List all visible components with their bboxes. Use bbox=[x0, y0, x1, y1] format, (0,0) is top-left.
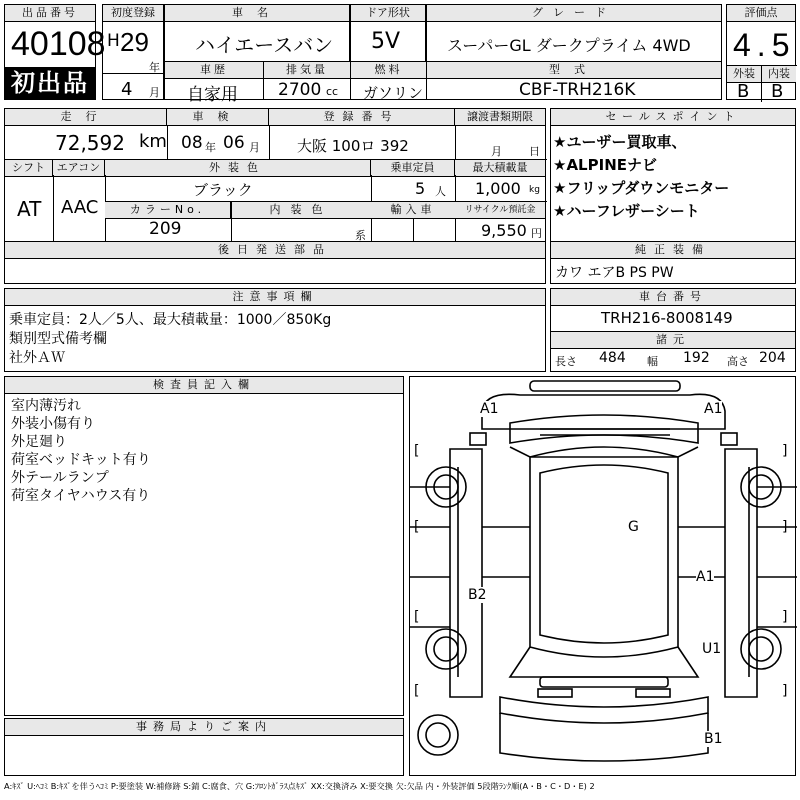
grade-label: グレード bbox=[427, 5, 721, 22]
door-type: 5V bbox=[371, 29, 401, 54]
transfer-month-unit: 月 bbox=[491, 145, 502, 158]
score-label: 評価点 bbox=[727, 5, 795, 22]
car-name-label: 車名 bbox=[165, 5, 349, 22]
displacement-unit: cc bbox=[326, 85, 339, 98]
bracket-right-bottom: ] bbox=[782, 683, 788, 699]
ext-color-label: 外装色 bbox=[105, 160, 371, 177]
first-registration-label: 初度登録 bbox=[103, 5, 163, 22]
inspector-notes-list bbox=[11, 397, 151, 505]
width-label: 幅 bbox=[647, 355, 658, 368]
bracket-left-low: [ bbox=[414, 609, 420, 625]
bracket-left-top: [ bbox=[414, 443, 420, 459]
first-registration-box bbox=[102, 4, 164, 100]
bracket-left-bottom: [ bbox=[414, 683, 420, 699]
damage-mark-windshield: G bbox=[628, 519, 639, 535]
score-box bbox=[726, 4, 796, 100]
transfer-day-unit: 日 bbox=[529, 145, 540, 158]
mileage-value: 72,592 bbox=[55, 131, 125, 155]
int-color-label: 内装色 bbox=[231, 202, 371, 219]
damage-mark-left-rear-door: B2 bbox=[468, 587, 487, 603]
inspector-note-line: 荷室タイヤハウス有り bbox=[11, 488, 151, 504]
bracket-right-top: ] bbox=[782, 443, 788, 459]
sales-point-item: ★ユーザー買取車、 bbox=[553, 133, 687, 151]
inspector-note-line: 外足廻り bbox=[11, 434, 67, 450]
note-line: 社外ＡＷ bbox=[9, 350, 65, 366]
inspection-month-unit: 月 bbox=[249, 141, 260, 154]
lot-number-label: 出品番号 bbox=[5, 5, 95, 22]
int-color-unit: 系 bbox=[355, 229, 366, 242]
inspector-note-line: 室内薄汚れ bbox=[11, 398, 81, 414]
max-load-label: 最大積載量 bbox=[455, 160, 545, 177]
color-no-label: カラーNo. bbox=[105, 202, 231, 219]
sales-points-box bbox=[550, 108, 796, 242]
model-value: CBF-TRH216K bbox=[519, 80, 636, 100]
sales-points-list bbox=[553, 131, 729, 223]
lot-number-box bbox=[4, 4, 106, 100]
notes-list bbox=[9, 311, 331, 368]
era-letter: H bbox=[107, 31, 120, 51]
length-value: 484 bbox=[599, 350, 626, 366]
lot-number: 40108 bbox=[11, 25, 106, 63]
chassis-number: TRH216-8008149 bbox=[601, 309, 733, 327]
history-value: 自家用 bbox=[187, 85, 238, 105]
displacement-box bbox=[263, 61, 351, 100]
aircon-label: エアコン bbox=[53, 160, 105, 177]
ext-grade-label: 外装 bbox=[727, 66, 762, 83]
damage-mark-front-left: A1 bbox=[480, 401, 499, 417]
chassis-box bbox=[550, 288, 796, 372]
car-name-box bbox=[164, 4, 350, 62]
capacity-label: 乗車定員 bbox=[371, 160, 455, 177]
import-label: 輸入車 bbox=[371, 202, 455, 219]
reg-label: 登録番号 bbox=[269, 109, 455, 126]
bracket-left-mid: [ bbox=[414, 519, 420, 535]
grade-box bbox=[426, 4, 722, 62]
damage-mark-right-rear: U1 bbox=[702, 641, 722, 657]
ext-color-value: ブラック bbox=[193, 181, 253, 199]
inspector-note-line: 荷室ベッドキット有り bbox=[11, 452, 151, 468]
inspection-month: 06 bbox=[223, 133, 245, 153]
color-no-value: 209 bbox=[149, 219, 182, 239]
notes-box bbox=[4, 288, 546, 372]
displacement-value: 2700 bbox=[278, 80, 322, 100]
height-value: 204 bbox=[759, 350, 786, 366]
shift-value: AT bbox=[17, 197, 42, 221]
equipment-value: カワ エアB PS PW bbox=[555, 265, 674, 281]
office-box bbox=[4, 718, 404, 776]
door-label: ドア形状 bbox=[351, 5, 425, 22]
inspector-box bbox=[4, 376, 404, 716]
height-label: 高さ bbox=[727, 355, 749, 368]
capacity-value: 5 bbox=[415, 179, 426, 198]
later-parts-label: 後日発送部品 bbox=[5, 242, 545, 259]
grade-value: スーパーGL ダークプライム 4WD bbox=[447, 36, 691, 55]
inspector-label: 検査員記入欄 bbox=[5, 377, 403, 394]
chassis-label: 車台番号 bbox=[551, 289, 795, 306]
inspector-note-line: 外テールランプ bbox=[11, 470, 109, 486]
displacement-label: 排気量 bbox=[264, 62, 350, 79]
sales-points-label: セールスポイント bbox=[551, 109, 795, 126]
max-load-unit: kg bbox=[529, 185, 540, 195]
month-unit: 月 bbox=[149, 86, 160, 99]
transfer-label: 譲渡書類期限 bbox=[455, 109, 545, 126]
recycle-unit: 円 bbox=[531, 227, 542, 240]
inspector-note-line: 外装小傷有り bbox=[11, 416, 95, 432]
recycle-label: リサイクル預託金 bbox=[455, 202, 545, 219]
details-box bbox=[4, 108, 546, 242]
inspection-year-unit: 年 bbox=[205, 141, 216, 154]
max-load-value: 1,000 bbox=[475, 179, 521, 198]
damage-mark-right-side: A1 bbox=[696, 569, 715, 585]
damage-mark-rear-bumper: B1 bbox=[704, 731, 723, 747]
reg-number: 大阪 100ロ 392 bbox=[297, 137, 409, 155]
sales-point-item: ★ハーフレザーシート bbox=[553, 202, 700, 220]
first-listing-badge bbox=[5, 67, 95, 99]
fuel-value: ガソリン bbox=[363, 84, 424, 102]
office-label: 事務局よりご案内 bbox=[5, 719, 403, 736]
first-reg-month: 4 bbox=[121, 79, 133, 100]
door-box bbox=[350, 4, 426, 62]
car-outline-svg bbox=[410, 377, 797, 777]
shift-label: シフト bbox=[5, 160, 53, 177]
notes-label: 注意事項欄 bbox=[5, 289, 545, 306]
inspection-year: 08 bbox=[181, 133, 203, 153]
overall-score: 4.5 bbox=[733, 27, 796, 63]
specs-label: 諸元 bbox=[551, 331, 795, 349]
inspection-label: 車検 bbox=[167, 109, 269, 126]
later-parts-box bbox=[4, 241, 546, 284]
ext-grade: B bbox=[737, 81, 750, 102]
mileage-label: 走行 bbox=[5, 109, 167, 126]
mileage-unit: km bbox=[139, 131, 167, 152]
recycle-value: 9,550 bbox=[481, 221, 527, 240]
int-grade: B bbox=[771, 81, 784, 102]
year-unit: 年 bbox=[149, 61, 160, 74]
note-line: 類別型式備考欄 bbox=[9, 331, 107, 347]
int-grade-label: 内装 bbox=[762, 66, 796, 83]
legend-footer: A:ｷｽﾞ U:ﾍｺﾐ B:ｷｽﾞを伴うﾍｺﾐ P:要塗装 W:補修跡 S:錆 C:腐食、穴 G:ﾌﾛﾝﾄｶﾞﾗｽ点ｷｽﾞ XX:交換済み X:要交換 欠:欠品 内・外装評価 5段階ﾗﾝｸ順(A・B・C・D・E) 2 bbox=[4, 781, 595, 791]
first-listing-text: 初出品 bbox=[11, 69, 89, 97]
capacity-unit: 人 bbox=[435, 185, 446, 198]
fuel-box bbox=[350, 61, 427, 100]
model-label: 型式 bbox=[427, 62, 721, 79]
note-line: 乗車定員：2人／5人、最大積載量：1000／850Kg bbox=[9, 312, 332, 328]
sales-point-item: ★フリップダウンモニター bbox=[553, 179, 730, 197]
length-label: 長さ bbox=[555, 355, 577, 368]
width-value: 192 bbox=[683, 350, 710, 366]
damage-mark-front-right: A1 bbox=[704, 401, 723, 417]
history-box bbox=[164, 61, 264, 105]
fuel-label: 燃料 bbox=[351, 62, 426, 79]
bracket-right-mid: ] bbox=[782, 519, 788, 535]
equipment-label: 純正装備 bbox=[551, 242, 795, 259]
sales-point-item: ★ALPINEナビ bbox=[553, 156, 657, 174]
bracket-right-low: ] bbox=[782, 609, 788, 625]
equipment-box bbox=[550, 241, 796, 284]
aircon-value: AAC bbox=[61, 197, 99, 218]
vehicle-diagram bbox=[409, 376, 796, 776]
car-name: ハイエースバン bbox=[195, 33, 334, 57]
model-box bbox=[426, 61, 722, 100]
first-reg-year: 29 bbox=[120, 27, 149, 57]
history-label: 車歴 bbox=[165, 62, 263, 79]
